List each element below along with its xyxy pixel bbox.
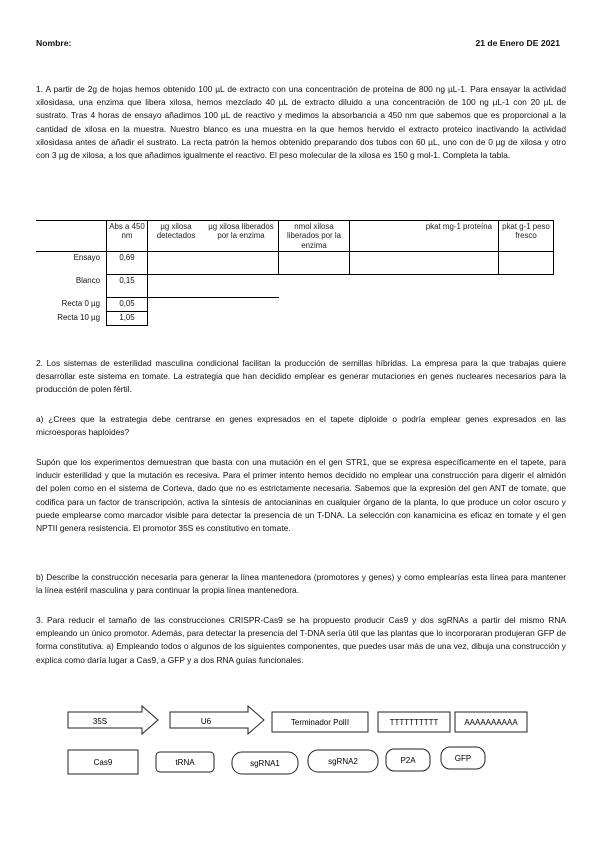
col-header-nmol-released: nmol xilosa liberados por la enzima <box>279 221 350 252</box>
abs-value: 0,15 <box>107 275 148 298</box>
empty-cell <box>148 298 205 312</box>
row-label: Recta 0 µg <box>61 298 100 308</box>
label-polya: AAAAAAAAAA <box>464 718 518 727</box>
label-p2a: P2A <box>400 756 416 765</box>
label-u6: U6 <box>200 717 212 726</box>
question-1-text: 1. A partir de 2g de hojas hemos obtenido 100 µL de extracto con una concentración de proteína de 800 ng µL-1. Para ensayar la actividad xilosidasa, una enzima que libera xilosa, hemos mezclado 40 µL de extracto diluido a una concentración de 100 ng µL-1 con 20 µL de sustrato. Tras 4 horas de ensayo añadimos 100 µL de reactivo y medimos la absorbancia a 450 nm que sabemos que es proporcional a la cantidad de xilosa en la muestra. Nuestro blanco es una muestra en la que hemos hervido el extracto proteico inactivando la actividad xilosidasa antes de añadir el sustrato. La recta patrón la hemos obtenido preparando dos tubos con 60 µL, uno con de 0 µg de xilosa y otro con 3 µg de xilosa, a los que añadimos igualmente el reactivo. El peso molecular de la xilosa es 150 g mol-1. Completa la tabla. <box>36 84 566 161</box>
row-label: Recta 10 µg <box>57 312 100 322</box>
question-3-text: 3. Para reducir el tamaño de las construcciones CRISPR-Cas9 se ha propuesto producir Cas9 y dos sgRNAs a partir del mismo RNA empleando un único promotor. Además, para detectar la presencia del T-DNA sería útil que las plantas que lo incorporaran produjeran GFP de forma constitutiva. a) Empleando todos o algunos de los siguientes componentes, que puedes usar más de una vez, dibuja una construcción y explica como daría lugar a Cas9, a GFP y a dos RNA guías funcionales. <box>36 615 566 665</box>
label-sgrna1: sgRNA1 <box>250 759 280 768</box>
question-2-intro: 2. Los sistemas de esterilidad masculina condicional facilitan la producción de semillas híbridas. La empresa para la que trabajas quiere desarrollar este sistema en tomate. La estrategia que han decidido emplear es generar mutaciones en genes nucleares necesarios para la producción de polen fértil. <box>36 358 566 395</box>
empty-cell[interactable] <box>279 252 350 275</box>
empty-cell[interactable] <box>204 252 279 275</box>
table-row <box>36 298 554 312</box>
empty-cell[interactable] <box>148 275 205 298</box>
table-row <box>36 275 554 298</box>
col-header-ug-detected: µg xilosa detectados <box>148 221 205 252</box>
components-diagram <box>0 700 600 780</box>
label-terminator: Terminador PolII <box>290 718 350 727</box>
col-header-abs: Abs a 450 nm <box>107 221 148 252</box>
empty-cell[interactable] <box>499 252 554 275</box>
promoter-35s-arrow <box>68 706 158 734</box>
results-table <box>36 220 554 326</box>
abs-value: 0,05 <box>107 298 148 312</box>
question-2-context: Supón que los experimentos demuestran que basta con una mutación en el gen STR1, que se expresa específicamente en el tapete, para inducir esterilidad y que la mutación es recesiva. Para el primer intento hemos decidido no emplear una construcción para digerir el almidón del polen como en el sistema de Corteva, dado que no es estrictamente necesaria. Sabemos que la expresión del gen ANT de tomate, que codifica para un factor de transcripción, activa la síntesis de antocianinas en cualquier órgano de la planta, lo que produce un color oscuro y puede emplearse como marcador visible para detectar la presencia de un T-DNA. La selección con kanamicina es eficaz en tomate y el gen NPTII genera resistencia. El promotor 35S es constitutivo en tomate. <box>36 457 566 534</box>
col-header-pkat-fresh: pkat g-1 peso fresco <box>499 221 554 252</box>
question-2b: b) Describe la construcción necesaria para generar la línea mantenedora (promotores y genes) y como emplearías esta línea para mantener la línea estéril masculina y para continuar la propia línea mantenedora. <box>36 572 566 596</box>
exam-date: 21 de Enero DE 2021 <box>475 38 560 48</box>
col-header-pkat-protein: pkat mg-1 proteína <box>350 221 499 252</box>
row-label: Blanco <box>75 275 100 285</box>
col-header-ug-released: µg xilosa liberados por la enzima <box>204 221 279 252</box>
label-cas9: Cas9 <box>93 758 113 767</box>
name-label: Nombre: <box>36 38 72 48</box>
label-polyt: TTTTTTTTTT <box>389 718 439 727</box>
empty-cell <box>148 312 205 326</box>
abs-value: 0,69 <box>107 252 148 275</box>
label-gfp: GFP <box>454 754 472 763</box>
abs-value: 1,05 <box>107 312 148 326</box>
label-sgrna2: sgRNA2 <box>328 757 358 766</box>
table-corner <box>36 221 107 252</box>
empty-cell[interactable] <box>204 275 279 298</box>
row-label: Ensayo <box>36 252 107 275</box>
table-row <box>36 252 554 275</box>
label-35s: 35S <box>92 717 108 726</box>
question-2a: a) ¿Crees que la estrategia debe centrarse en genes expresados en el tapete diploide o podría emplear genes expresados en las microesporas haploides? <box>36 414 566 438</box>
table-row <box>36 312 554 326</box>
empty-cell[interactable] <box>350 252 499 275</box>
label-trna: tRNA <box>175 758 195 767</box>
promoter-u6-arrow <box>170 706 264 734</box>
empty-cell[interactable] <box>148 252 205 275</box>
